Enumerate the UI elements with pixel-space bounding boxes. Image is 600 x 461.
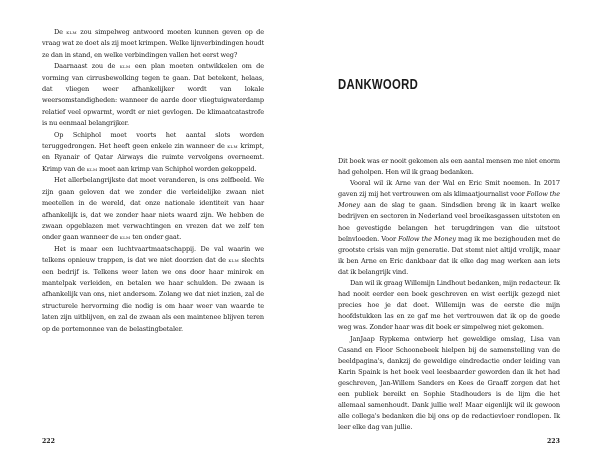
right-page-body — [338, 156, 560, 433]
text-run: Daarnaast zou de — [54, 62, 120, 71]
paragraph — [42, 175, 264, 243]
paragraph — [338, 156, 560, 178]
klm-smallcaps: klm — [227, 143, 238, 151]
text-run: krimpt, en Ryanair of Qatar Airways die ruimte vervolgens overneemt. Krimp van de — [42, 142, 264, 173]
paragraph — [42, 130, 264, 176]
chapter-heading: DANKWOORD — [338, 77, 419, 93]
text-run: Het allerbelangrijkste dat moet veranderen, is ons zelfbeeld. We zijn gaan geloven dat we zonder die verleidelijke zwaan niet meetellen in de wereld, dat onze nationale identiteit van haar afhankelijk is, dat we zonder haar niets waard zijn. We hebben de zwaan opgeblazen met verwachtingen en vrezen dat we zelf ten onder gaan wanneer de — [42, 176, 264, 242]
klm-smallcaps: klm — [66, 29, 77, 36]
publication-title: Follow the Money — [338, 190, 560, 210]
text-run: aan de slag te gaan. Sindsdien breng ik in kaart welke bedrijven en sectoren in Nederland veel broeikasgassen uitstoten en hoe gevestigde belangen het terugdringen van die uitstoot beïnvloeden. Voor — [338, 201, 560, 243]
text-run: slechts een bedrijf is. Telkens weer laten we ons door haar minirok en mantelpak verleiden, en betalen we haar schulden. De zwaan is afhankelijk van ons, niet andersom. Zolang we dat niet inzien, zal de structurele hervorming die nodig is om haar weer van waarde te laten zijn uitblijven, en zal de zwaan als een maintenee blijven teren op de portemonnee van de belastingbetaler. — [42, 256, 264, 333]
text-run: Vooral wil ik Arne van der Wal en Eric Smit noemen. In 2017 gaven zij mij het vertrouwen om als klimaatjournalist voor — [338, 179, 560, 199]
text-run: mag ik me bezighouden met de grootste crisis van mijn generatie. Dat stemt niet altijd vrolijk, maar ik ben Arne en Eric dankbaar dat ik elke dag mag werken aan iets dat ik belangrijk vind. — [338, 234, 560, 276]
klm-smallcaps: klm — [119, 63, 131, 71]
klm-smallcaps: klm — [228, 257, 240, 265]
paragraph — [338, 178, 560, 278]
left-page-body — [42, 27, 264, 335]
text-run: Het is maar een luchtvaartmaatschappij. De val waarin we telkens opnieuw trappen, is dat we niet doorzien dat de — [42, 244, 264, 265]
text-run: De — [54, 28, 67, 36]
right-page — [300, 0, 600, 461]
text-run: Dan wil ik graag Willemijn Lindhout bedanken, mijn redacteur. Ik had nooit eerder een boek geschreven en wist eerlijk gezegd niet precies hoe je dat doet. Willemijn was de eerste die mijn hoofdstukken las en ze gaf me het vertrouwen dat ik op de goede weg was. Zonder haar was dit boek er simpelweg niet gekomen. — [338, 279, 560, 332]
publication-title: Follow the Money — [398, 234, 456, 243]
text-run: een plan moeten ontwikkelen om de vorming van cirrusbewolking tegen te gaan. Dat betekent, helaas, dat vliegen weer afhankelijker wordt van lokale weersomstandigheden: wanneer de aarde door vliegtuigwaterdamp relatief veel opwarmt, wordt er niet gevlogen. De klimaatcatastrofe is nu eenmaal belangrijker. — [42, 62, 264, 128]
text-run: Dit boek was er nooit gekomen als een aantal mensen me niet enorm had geholpen. Hen wil ik graag bedanken. — [338, 157, 560, 177]
paragraph — [338, 278, 560, 333]
paragraph — [42, 244, 264, 335]
paragraph — [42, 27, 264, 61]
text-run: JanJaap Rypkema ontwierp het geweldige omslag, Lisa van Casand en Floor Schoonebeek hielpen bij de samenstelling van de beeldpagina's, dankzij de geweldige eindredactie onder leiding van Karin Spaink is het boek veel leesbaarder geworden dan ik het had geschreven, Jan-Willem Sanders en Kees de Graaff zorgen dat het een publiek bereikt en Sophie Stadhouders is de lijm die het allemaal samenhoudt. Dank jullie wel! Maar eigenlijk wil ik gewoon alle collega's bedanken die bij ons op de redactievloer rondlopen. Ik leer elke dag van jullie. — [338, 334, 560, 432]
paragraph — [338, 334, 560, 434]
text-run: zou simpelweg antwoord moeten kunnen geven op de vraag wat ze doet als zij moet krimpen. Welke lijnverbindingen houdt ze dan in stand, en welke verbindingen vallen het eerst weg? — [42, 28, 264, 59]
text-run: ten onder gaat. — [130, 233, 182, 242]
klm-smallcaps: klm — [119, 234, 131, 242]
text-run: Op Schiphol moet voorts het aantal slots worden teruggedrongen. Het heeft geen enkele zin wanneer de — [42, 130, 264, 151]
page-number: 222 — [42, 438, 55, 445]
paragraph — [42, 61, 264, 129]
page-number: 223 — [547, 438, 560, 445]
text-run: moet aan krimp van Schiphol worden gekoppeld. — [97, 164, 257, 173]
klm-smallcaps: klm — [86, 165, 98, 173]
